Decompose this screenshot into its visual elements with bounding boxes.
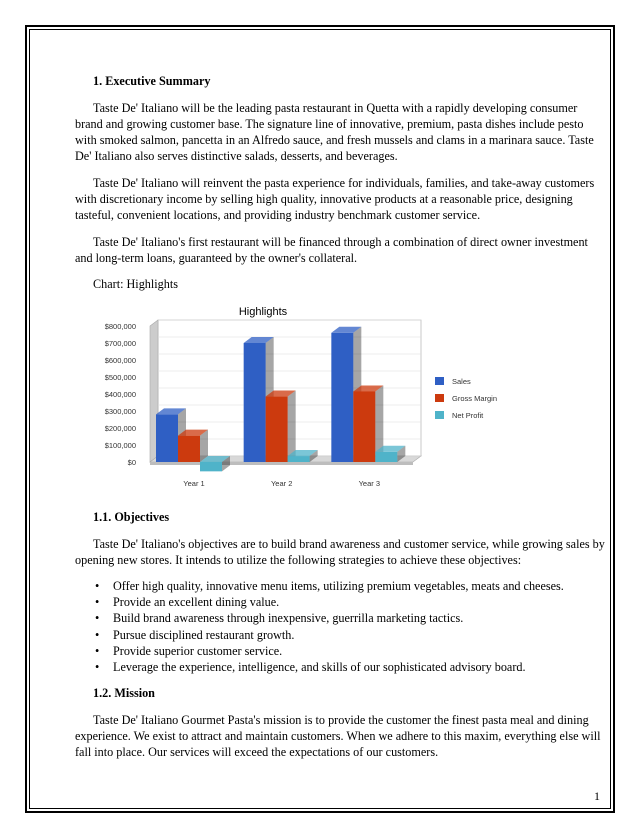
objective-text: Provide an excellent dining value. [113,595,280,610]
document-body [75,73,605,292]
chart-caption: Chart: Highlights [93,277,178,291]
chart-bar [178,430,208,462]
paragraph-financing: Taste De' Italiano's first restaurant will be financed through a combination of direct owner investment and long-term loans, guaranteed by the owner's collateral. [75,235,588,265]
bullet-icon: • [95,627,100,642]
bullet-icon: • [95,660,100,675]
objective-item [75,643,605,659]
chart-bar-front [244,343,266,462]
chart-y-tick-label: $600,000 [104,356,136,365]
legend-swatch [435,394,444,402]
chart-bar-front [353,391,375,462]
highlights-chart [88,300,528,500]
section-heading-objectives: 1.1. Objectives [93,510,170,524]
objective-item [75,659,605,675]
bullet-icon: • [95,579,100,593]
bullet-icon: • [95,611,100,626]
objective-text: Build brand awareness through inexpensive, guerrilla marketing tactics. [113,611,464,626]
chart-x-tick-label: Year 1 [183,479,205,488]
legend-label: Gross Margin [452,394,498,403]
objective-text: Pursue disciplined restaurant growth. [113,627,295,642]
chart-bar [266,391,296,462]
chart-bar-front [375,452,397,462]
paragraph-mission: Taste De' Italiano Gourmet Pasta's mission is to provide the customer the finest pasta meal and dining experience. We exist to attract and maintain customers. When we adhere to this maxim, everything else will fall into place. Our services will exceed the expectations of our customers. [75,713,601,760]
objective-item [75,578,605,594]
chart-bar-front [266,397,288,462]
bullet-icon: • [95,595,100,610]
objective-item [75,610,605,626]
legend-label: Net Profit [452,411,484,420]
chart-x-tick-label: Year 3 [358,479,381,488]
bullet-icon: • [95,643,100,658]
objective-text: Offer high quality, innovative menu items, utilizing premium vegetables, meats and cheeses. [113,579,564,593]
chart-bar-front [331,333,353,462]
chart-y-tick-label: $100,000 [104,441,136,450]
chart-bar-front [200,462,222,471]
chart-y-tick-label: $500,000 [104,373,136,382]
chart-bar-front [288,456,310,462]
chart-y-tick-label: $700,000 [104,339,136,348]
legend-swatch [435,377,444,385]
chart-title: Highlights [238,306,288,318]
legend-label: Sales [452,377,471,386]
section-heading-executive-summary: 1. Executive Summary [93,74,211,88]
chart-y-tick-label: $200,000 [104,424,136,433]
document-body-lower [75,509,605,760]
legend-swatch [435,411,444,419]
chart-y-tick-label: $400,000 [104,390,136,399]
objective-item [75,627,605,643]
chart-y-tick-label: $0 [127,458,136,467]
page-number: 1 [594,789,600,803]
objective-text: Leverage the experience, intelligence, and skills of our sophisticated advisory board. [113,660,526,675]
chart-bar-front [156,414,178,462]
section-heading-mission: 1.2. Mission [93,686,155,701]
chart-floor-edge [150,462,413,465]
chart-y-tick-label: $300,000 [104,407,136,416]
objective-item [75,594,605,610]
paragraph-intro: Taste De' Italiano will be the leading pasta restaurant in Quetta with a rapidly developing consumer brand and growing customer base. The signature line of innovative, premium, pasta dishes include pesto with smoked salmon, pancetta in an Alfredo sauce, and fresh mussels and clams in a marinara sauce. Taste De' Italiano also serves distinctive salads, desserts, and beverages. [75,101,594,163]
highlights-chart-svg [88,300,528,500]
chart-y-tick-label: $800,000 [104,322,136,331]
paragraph-objectives: Taste De' Italiano's objectives are to build brand awareness and customer service, while growing sales by opening new stores. It intends to utilize the following strategies to achieve these objectives: [75,537,605,567]
objective-text: Provide superior customer service. [113,643,283,658]
chart-bar-front [178,436,200,462]
objectives-list [75,578,605,675]
paragraph-reinvent: Taste De' Italiano will reinvent the pasta experience for individuals, families, and take-away customers with discretionary income by selling high quality, innovative products at a reasonable price, designing tasteful, convenient locations, and providing industry benchmark customer service. [75,176,595,222]
chart-x-tick-label: Year 2 [270,479,293,488]
